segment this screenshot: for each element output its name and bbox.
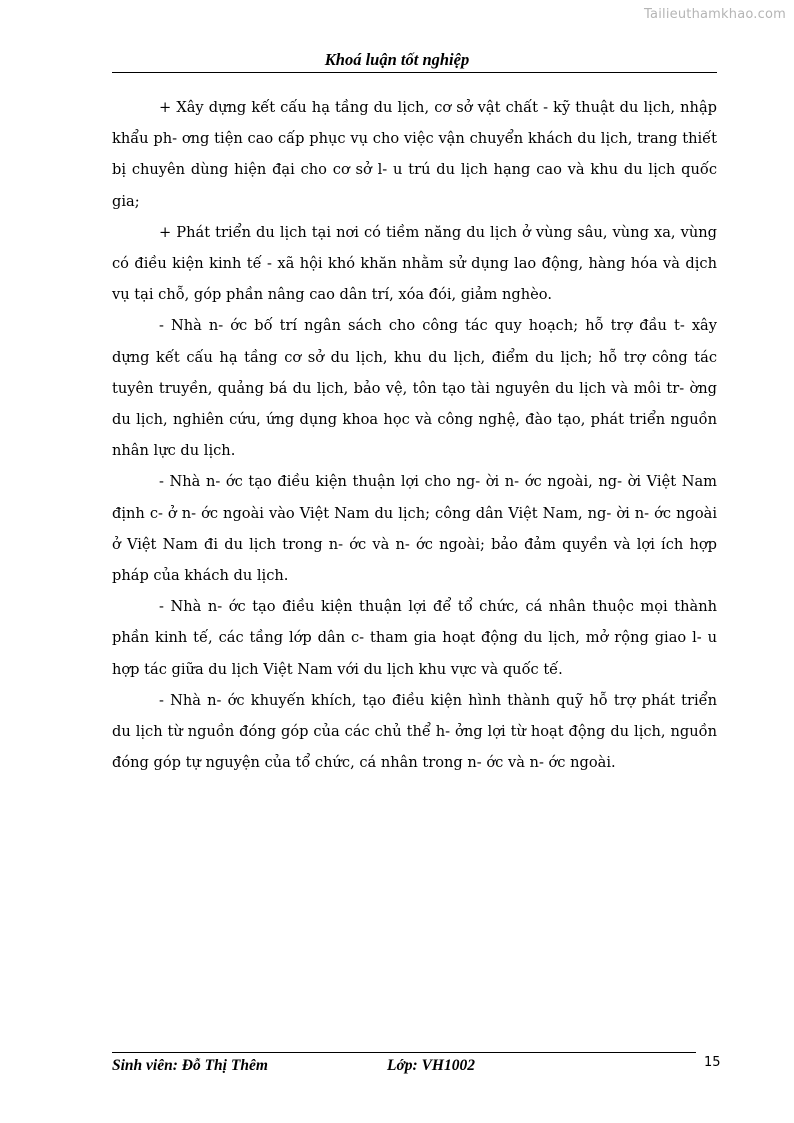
page-header-title: Khoá luận tốt nghiệp [324,50,470,69]
watermark-text: Tailieuthamkhao.com [644,7,786,22]
body-paragraph: - Nhà n- ớc tạo điều kiện thuận lợi cho ng- ời n- ớc ngoài, ng- ời Việt Nam định c- ở n- ớc ngoài vào Việt Nam du lịch; công dân Việt Nam, ng- ời n- ớc ngoài ở Việt Nam đi du lịch trong n- ớc và n- ớc ngoài; bảo đảm quyền và lợi ích hợp pháp của khách du lịch. [112,473,717,585]
footer-class-code: Lớp: VH1002 [387,1057,475,1074]
header-divider [112,72,717,73]
body-paragraph: - Nhà n- ớc khuyến khích, tạo điều kiện hình thành quỹ hỗ trợ phát triển du lịch từ nguồn đóng góp của các chủ thể h- ởng lợi từ hoạt động du lịch, nguồn đóng góp tự nguyện của tổ chức, cá nhân trong n- ớc và n- ớc ngoài. [112,691,717,772]
page-number: 15 [704,1055,721,1070]
body-paragraph: + Phát triển du lịch tại nơi có tiềm năng du lịch ở vùng sâu, vùng xa, vùng có điều kiện kinh tế - xã hội khó khăn nhằm sử dụng lao động, hàng hóa và dịch vụ tại chỗ, góp phần nâng cao dân trí, xóa đói, giảm nghèo. [112,223,717,304]
footer-student-name: Sinh viên: Đỗ Thị Thêm [112,1057,268,1074]
body-paragraph: - Nhà n- ớc bố trí ngân sách cho công tác quy hoạch; hỗ trợ đầu t- xây dựng kết cấu hạ tầng cơ sở du lịch, khu du lịch, điểm du lịch; hỗ trợ công tác tuyên truyền, quảng bá du lịch, bảo vệ, tôn tạo tài nguyên du lịch và môi tr- ờng du lịch, nghiên cứu, ứng dụng khoa học và công nghệ, đào tạo, phát triển nguồn nhân lực du lịch. [112,317,717,460]
document-body [112,92,717,778]
body-paragraph: - Nhà n- ớc tạo điều kiện thuận lợi để tổ chức, cá nhân thuộc mọi thành phần kinh tế, các tầng lớp dân c- tham gia hoạt động du lịch, mở rộng giao l- u hợp tác giữa du lịch Việt Nam với du lịch khu vực và quốc tế. [112,598,717,678]
footer-divider [112,1052,696,1053]
body-paragraph: + Xây dựng kết cấu hạ tầng du lịch, cơ sở vật chất - kỹ thuật du lịch, nhập khẩu ph- ơng tiện cao cấp phục vụ cho việc vận chuyển khách du lịch, trang thiết bị chuyên dùng hiện đại cho cơ sở l- u trú du lịch hạng cao và khu du lịch quốc gia; [112,99,717,210]
